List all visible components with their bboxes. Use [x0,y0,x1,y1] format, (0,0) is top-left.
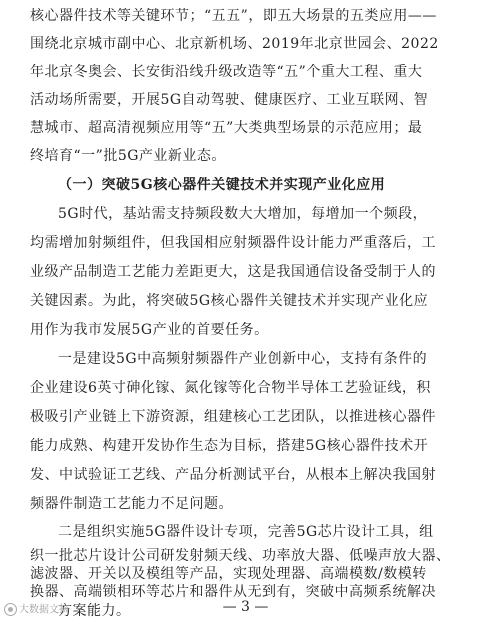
paragraph-line: 一是建设5G中高频射频器件产业创新中心，支持有条件的 [58,351,428,367]
paragraph-line: 年北京冬奥会、长安街沿线升级改造等“五”个重大工程、重大 [30,64,423,80]
paragraph-line: 关键因素。为此，将突破5G核心器件关键技术并实现产业化应 [30,293,429,309]
paragraph-line: 围绕北京城市副中心、北京新机场、2019年北京世园会、2022 [30,36,439,52]
section-heading: （一）突破5G核心器件关键技术并实现产业化应用 [58,177,386,193]
watermark [4,603,69,617]
paragraph-line: 二是组织实施5G器件设计专项，完善5G芯片设计工具，组 [58,524,434,540]
paragraph-line: 用作为我市发展5G产业的首要任务。 [30,322,269,338]
paragraph-line: 活动场所需要，开展5G自动驾驶、健康医疗、工业互联网、智 [30,92,429,108]
paragraph-line: 能力成熟、构建开发协作生态为目标，搭建5G核心器件技术开 [30,438,429,454]
paragraph-line: 企业建设6英寸砷化镓、氮化镓等化合物半导体工艺验证线，积 [30,380,431,396]
paragraph-line: 方案能力。 [58,603,131,619]
paragraph-line: 业级产品制造工艺能力差距更大，这是我国通信设备受制于人的 [30,264,436,280]
page-number: — 3 — [222,599,269,615]
watermark-logo-icon [4,603,17,616]
paragraph-line: 极吸引产业链上下游资源，组建核心工艺团队，以推进核心器件 [30,409,436,425]
paragraph-line: 频器件制造工艺能力不足问题。 [30,496,233,512]
paragraph-line: 发、中试验证工艺线、产品分析测试平台，从根本上解决我国射 [30,467,436,483]
paragraph-line: 换器、高端锁相环等芯片和器件从无到有，突破中高频系统解决 [30,584,436,600]
paragraph-line: 5G时代，基站需支持频段数大大增加，每增加一个频段， [58,206,428,222]
paragraph-line: 终培育“一”批5G产业新业态。 [30,148,226,164]
paragraph-line: 慧城市、超高清视频应用等“五”大类典型场景的示范应用；最 [30,120,423,136]
paragraph-line: 织一批芯片设计公司研发射频天线、功率放大器、低噪声放大器、 [30,548,451,564]
watermark-text: 大数据文摘 [19,604,69,616]
paragraph-line: 滤波器、开关以及模组等产品，实现处理器、高端模数/数模转 [30,566,427,582]
paragraph-line: 均需增加射频组件，但我国相应射频器件设计能力严重落后，工 [30,235,436,251]
paragraph-line: 核心器件技术等关键环节；“五五”，即五大场景的五类应用—— [30,8,437,24]
